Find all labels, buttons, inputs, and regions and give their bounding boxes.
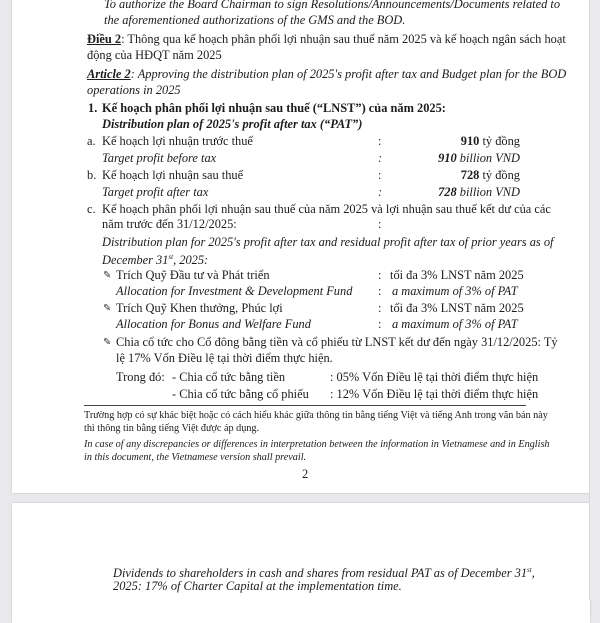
footnote-en-line-2: in this document, the Vietnamese version shall prevail. bbox=[84, 452, 307, 463]
item-b-label-vi: Kế hoạch lợi nhuận sau thuế bbox=[102, 168, 244, 182]
footnote-separator bbox=[84, 405, 526, 406]
bullet-2-colon-en: : bbox=[378, 317, 382, 331]
section-1-title-vi: Kế hoạch phân phối lợi nhuận sau thuế (“LNST”) của năm 2025: bbox=[102, 101, 446, 115]
item-c-date: December 31 bbox=[102, 253, 169, 268]
item-c-label-vi-line-1: Kế hoạch phân phối lợi nhuận sau thuế của năm 2025 và lợi nhuận sau thuế kết dư của các bbox=[102, 202, 551, 216]
bullet-1-colon-vi: : bbox=[378, 268, 382, 282]
item-a-colon-vi: : bbox=[378, 134, 382, 148]
item-a-value-en bbox=[438, 151, 520, 166]
bullet-2-label-en: Allocation for Bonus and Welfare Fund bbox=[116, 317, 311, 331]
article2-text-line-2: operations in 2025 bbox=[87, 83, 181, 97]
bullet-1-label-en: Allocation for Investment & Development Fund bbox=[116, 284, 353, 298]
article2-heading bbox=[87, 67, 566, 82]
item-b-letter: b. bbox=[87, 168, 97, 182]
item-c-letter: c. bbox=[87, 202, 96, 216]
item-b-value-vi-unit: tỷ đồng bbox=[479, 168, 520, 182]
bullet-2-value-en: a maximum of 3% of PAT bbox=[392, 317, 518, 331]
bullet-1-value-en: a maximum of 3% of PAT bbox=[392, 284, 518, 298]
bullet-1-value-vi: tối đa 3% LNST năm 2025 bbox=[390, 268, 524, 282]
item-b-value-vi-number: 728 bbox=[460, 168, 480, 182]
dividend-line-2: lệ 17% Vốn Điều lệ tại thời điểm thực hiện. bbox=[116, 351, 333, 365]
item-a-value-en-number: 910 bbox=[438, 151, 457, 165]
bullet-2-label-vi: Trích Quỹ Khen thưởng, Phúc lợi bbox=[116, 301, 283, 315]
dividend-en-line-2: 2025: 17% of Charter Capital at the implementation time. bbox=[113, 579, 402, 593]
item-b-colon-en: : bbox=[378, 185, 383, 199]
item-a-value-vi bbox=[461, 134, 520, 149]
dividend-en-comma: , bbox=[531, 566, 535, 581]
dividend-line-1: Chia cổ tức cho Cổ đông bằng tiền và cổ phiếu từ LNST kết dư đến ngày 31/12/2025: Tỷ bbox=[116, 335, 558, 349]
dieu2-text: : Thông qua kế hoạch phân phối lợi nhuận sau thuế năm 2025 và kế hoạch ngân sách hoạt bbox=[121, 32, 566, 46]
dividend-en-date-suffix: st bbox=[527, 566, 532, 574]
footnote-vi-line-1: Trường hợp có sự khác biệt hoặc có cách hiểu khác giữa thông tin bằng tiếng Việt và tiếng Anh trong văn bản này bbox=[84, 410, 548, 421]
bullet-pen-icon: ✎ bbox=[103, 337, 112, 348]
dieu2-heading bbox=[87, 32, 566, 47]
item-a-value-vi-unit: tỷ đồng bbox=[479, 134, 520, 148]
article2-text: : Approving the distribution plan of 2025's profit after tax and Budget plan for the BOD bbox=[130, 67, 567, 81]
bullet-2-value-vi: tối đa 3% LNST năm 2025 bbox=[390, 301, 524, 315]
article2-label: Article 2 bbox=[87, 67, 131, 81]
page-number: 2 bbox=[302, 467, 309, 481]
intro-line-1: To authorize the Board Chairman to sign Resolutions/Announcements/Documents related to bbox=[104, 0, 561, 11]
bullet-1-colon-en: : bbox=[378, 284, 382, 298]
dividend-cash-value: : 05% Vốn Điều lệ tại thời điểm thực hiện bbox=[330, 370, 539, 384]
item-b-value-vi bbox=[461, 168, 520, 183]
item-c-label-en-line-1: Distribution plan for 2025's profit after tax and residual profit after tax of prior years as of bbox=[102, 235, 554, 249]
bullet-1-label-vi: Trích Quỹ Đầu tư và Phát triển bbox=[116, 268, 270, 282]
item-c-label-vi-line-2: năm trước đến 31/12/2025: bbox=[102, 217, 237, 231]
dividend-shares-label: - Chia cổ tức bằng cổ phiếu bbox=[172, 387, 309, 401]
bullet-pen-icon: ✎ bbox=[103, 303, 112, 314]
section-1-title-en: Distribution plan of 2025's profit after tax (“PAT”) bbox=[102, 117, 363, 131]
item-b-value-en bbox=[438, 185, 520, 200]
dividend-shares-value: : 12% Vốn Điều lệ tại thời điểm thực hiện bbox=[330, 387, 539, 401]
item-b-value-en-number: 728 bbox=[438, 185, 457, 199]
intro-line-2: the aforementioned authorizations of the GMS and the BOD. bbox=[104, 13, 406, 27]
dividend-en-text: Dividends to shareholders in cash and shares from residual PAT as of December 31 bbox=[113, 566, 528, 581]
item-c-date-suffix: st bbox=[168, 253, 174, 261]
footnote-vi-line-2: thì thông tin bằng tiếng Việt được áp dụng. bbox=[84, 423, 260, 434]
dividend-in-which-label: Trong đó: bbox=[116, 370, 165, 384]
dieu2-label: Điều 2 bbox=[87, 32, 122, 46]
item-b-value-en-unit: billion VND bbox=[456, 185, 520, 199]
document-page-3 bbox=[12, 503, 590, 623]
item-a-label-en: Target profit before tax bbox=[102, 151, 217, 165]
item-a-label-vi: Kế hoạch lợi nhuận trước thuế bbox=[102, 134, 253, 148]
viewer-scrollbar[interactable] bbox=[589, 0, 600, 600]
item-a-colon-en: : bbox=[378, 151, 383, 165]
item-a-value-vi-number: 910 bbox=[460, 134, 480, 148]
item-a-value-en-unit: billion VND bbox=[456, 151, 520, 165]
item-b-colon-vi: : bbox=[378, 168, 382, 182]
item-c-colon: : bbox=[378, 217, 382, 231]
bullet-pen-icon: ✎ bbox=[103, 270, 112, 281]
dieu2-text-line-2: động của HĐQT năm 2025 bbox=[87, 48, 222, 62]
item-c-date-year: , 2025: bbox=[173, 253, 209, 268]
footnote-en-line-1: In case of any discrepancies or differences in interpretation between the information in Vietnamese and in English bbox=[84, 439, 550, 450]
document-page-2 bbox=[12, 0, 590, 493]
section-1-number: 1. bbox=[88, 101, 98, 115]
bullet-2-colon-vi: : bbox=[378, 301, 382, 315]
item-b-label-en: Target profit after tax bbox=[102, 185, 209, 199]
item-c-label-en-line-2 bbox=[102, 250, 208, 268]
item-a-letter: a. bbox=[87, 134, 96, 148]
dividend-cash-label: - Chia cổ tức bằng tiền bbox=[172, 370, 286, 384]
